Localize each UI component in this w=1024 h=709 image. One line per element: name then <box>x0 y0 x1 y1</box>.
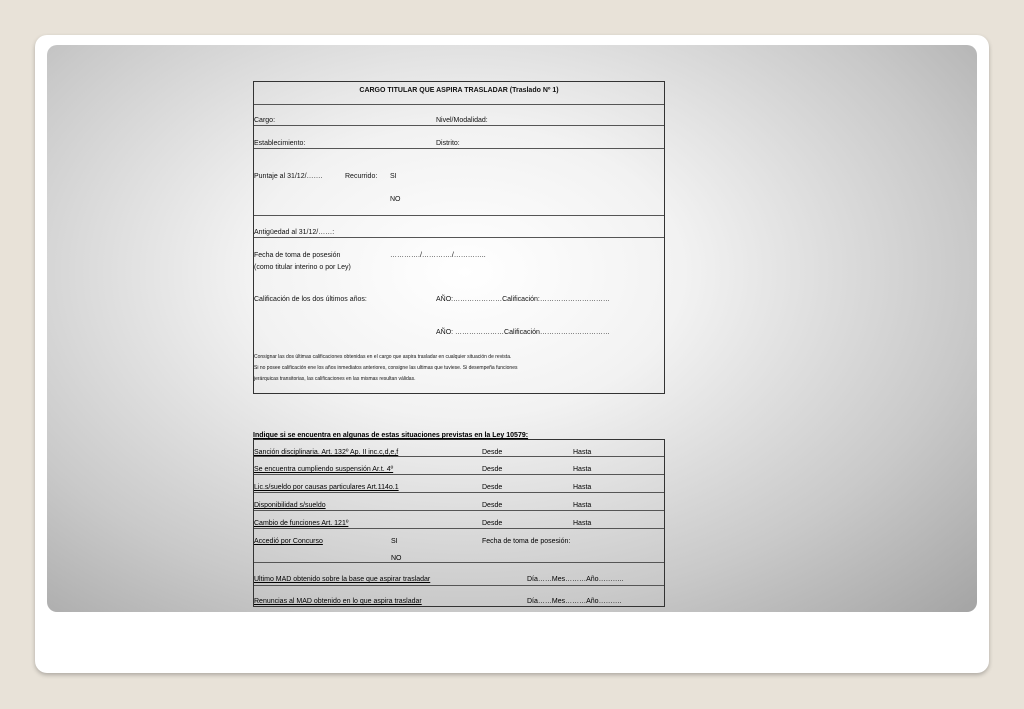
establecimiento-row <box>254 125 664 148</box>
situacion-hasta: Hasta <box>573 449 592 456</box>
situacion-hasta: Hasta <box>573 466 592 473</box>
calificacion-line-1: AÑO:…………………Calificación:………………………… <box>436 296 610 303</box>
mad2-row <box>254 585 664 606</box>
concurso-label: Accedió por Concurso <box>254 538 323 545</box>
form-title: CARGO TITULAR QUE ASPIRA TRASLADAR (Traslado Nº 1) <box>359 87 559 94</box>
fecha-toma-value: …………./…………./………….. <box>390 252 486 259</box>
slide-canvas <box>47 45 977 612</box>
calificacion-line-2: AÑO: …………………Calificación………………………… <box>436 329 610 336</box>
antiguedad-row <box>254 215 664 237</box>
note-line-1: Consignar las dos últimas calificaciones obtenidas en el cargo que aspira trasladar en cualquier situación de revista. <box>254 354 512 360</box>
situaciones-heading: Indique si se encuentra en algunas de estas situaciones previstas en la Ley 10579: <box>253 432 529 439</box>
fecha-toma-label: Fecha de toma de posesión <box>254 252 341 259</box>
situacion-label: Sanción disciplinaria. Art. 132º Ap. II inc.c,d,e,f <box>254 449 399 456</box>
table-row <box>254 510 664 528</box>
concurso-no: NO <box>391 555 402 562</box>
table-row <box>254 492 664 510</box>
cargo-table <box>253 81 665 394</box>
situaciones-table <box>253 439 665 607</box>
recurrido-no: NO <box>390 196 401 203</box>
situacion-desde: Desde <box>482 502 503 509</box>
situacion-hasta: Hasta <box>573 520 592 527</box>
mad1-label: Ultimo MAD obtenido sobre la base que aspirar trasladar <box>254 576 431 583</box>
table-row <box>254 440 664 456</box>
situacion-label: Se encuentra cumpliendo suspensión Ar.t. 4º <box>254 466 394 473</box>
calificacion-label: Calificación de los dos últimos años: <box>254 296 367 303</box>
situacion-label: Cambio de funciones Art. 121º <box>254 520 349 527</box>
title-row <box>254 82 664 104</box>
establecimiento-label: Establecimiento: <box>254 140 306 147</box>
note-line-2: Si no posee calificación ene los años inmediatos anteriores, consigne las ultimas que tuviese. Si desempeña funciones <box>254 365 518 371</box>
situacion-desde: Desde <box>482 520 503 527</box>
concurso-si: SI <box>391 538 398 545</box>
note-line-3: jerárquicas transitorias, las calificaciones en las mismas resultan válidas. <box>254 376 416 382</box>
table-row <box>254 474 664 492</box>
mad1-row <box>254 562 664 585</box>
fecha-toma-sub: (como titular interino o por Ley) <box>254 264 351 271</box>
mad1-value: Día……Mes………Año……….. <box>527 576 624 583</box>
mad2-label: Renuncias al MAD obtenido en lo que aspira trasladar <box>254 598 422 605</box>
situacion-label: Disponibilidad s/sueldo <box>254 502 326 509</box>
cargo-label: Cargo: <box>254 117 276 124</box>
recurrido-si: SI <box>390 173 397 180</box>
calificacion-row <box>254 237 664 393</box>
situacion-desde: Desde <box>482 466 503 473</box>
puntaje-row <box>254 148 664 215</box>
nivel-label: Nivel/Modalidad: <box>436 117 488 124</box>
traslado-form <box>253 81 665 394</box>
concurso-row <box>254 528 664 562</box>
situacion-label: Lic.s/sueldo por causas particulares Art.114o.1 <box>254 484 399 491</box>
recurrido-label: Recurrido: <box>345 173 378 180</box>
situacion-desde: Desde <box>482 449 503 456</box>
situacion-hasta: Hasta <box>573 502 592 509</box>
mad2-value: Día……Mes………Año………. <box>527 598 622 605</box>
situacion-hasta: Hasta <box>573 484 592 491</box>
situacion-desde: Desde <box>482 484 503 491</box>
cargo-row <box>254 104 664 125</box>
distrito-label: Distrito: <box>436 140 460 147</box>
antiguedad-label: Antigüedad al 31/12/……: <box>254 229 335 236</box>
table-row <box>254 456 664 474</box>
concurso-fecha: Fecha de toma de posesión: <box>482 538 571 545</box>
puntaje-label: Puntaje al 31/12/……. <box>254 173 323 180</box>
